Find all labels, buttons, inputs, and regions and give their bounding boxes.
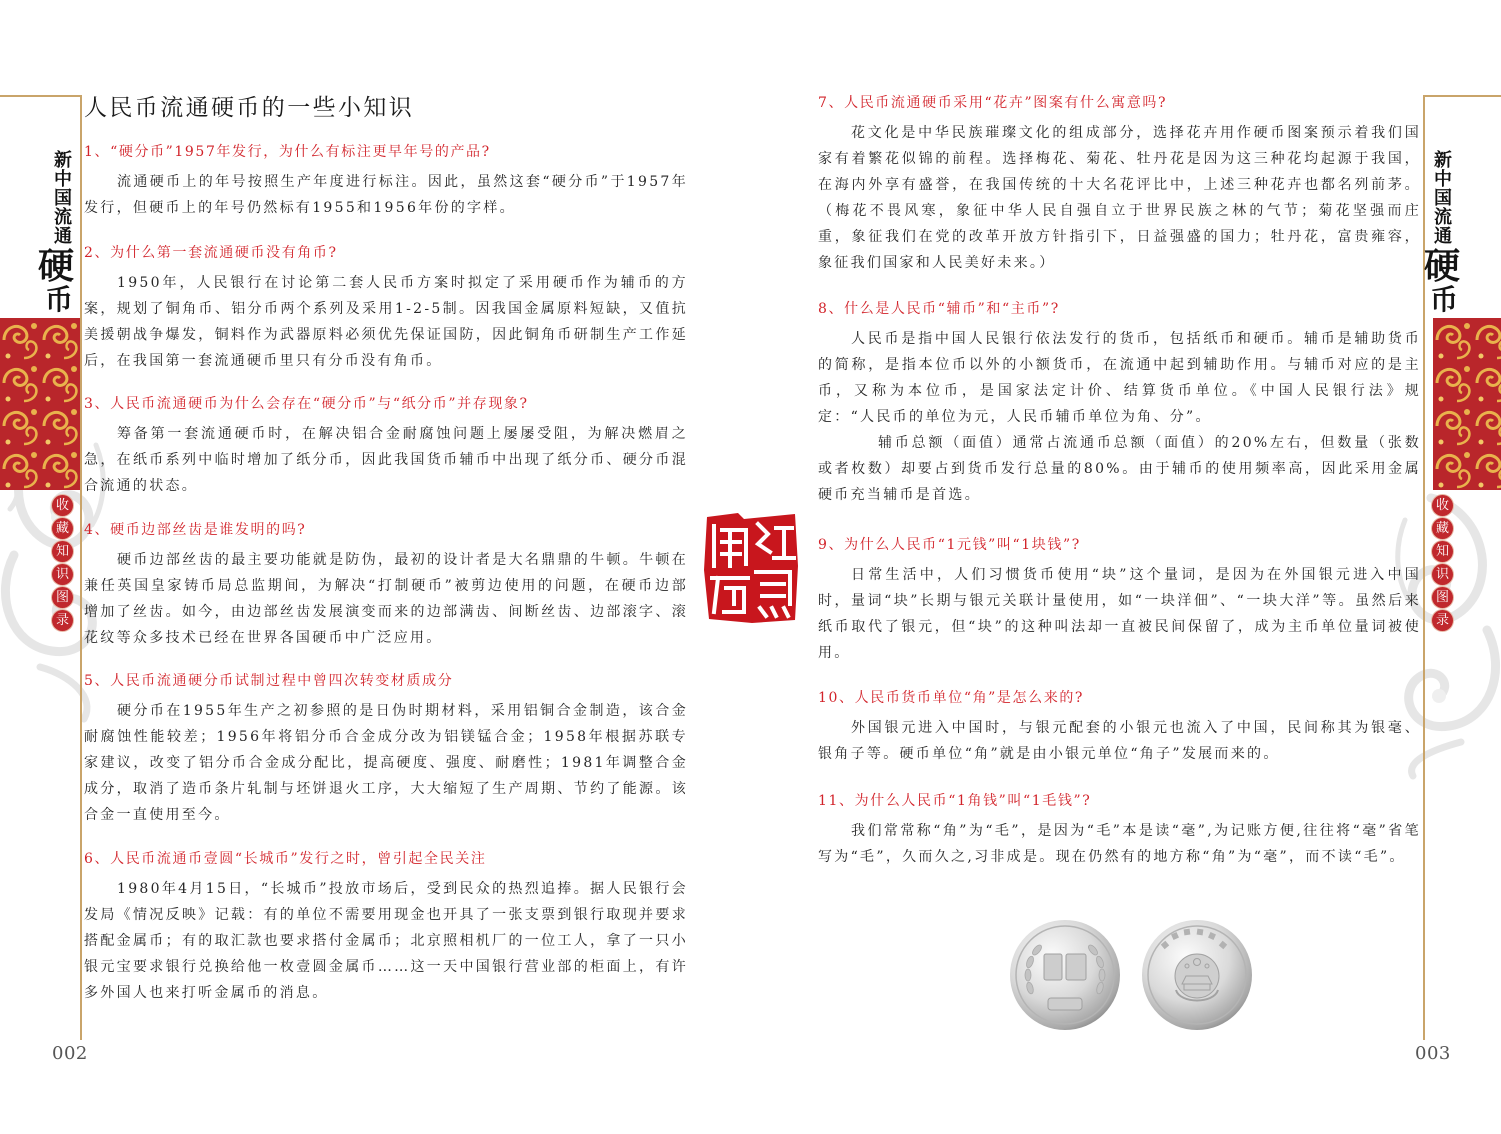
section-5	[84, 668, 688, 828]
section-heading: 2、为什么第一套流通硬币没有角币?	[84, 245, 338, 261]
coin-image-reverse	[1008, 918, 1122, 1032]
right-page-number: 003	[1415, 1043, 1451, 1064]
section-paragraph: 硬分币在1955年生产之初参照的是日伪时期材料，采用铝铜合金制造，该合金耐腐蚀性能较差；1956年将铝分币合金成分改为铝镁锰合金；1958年根据苏联专家建议，改变了铝分币合金成分配比，提高硬度、强度、耐磨性；1981年调整合金成分，取消了造币条片轧制与坯饼退火工序，大大缩短了生产周期、节约了能源。该合金一直使用至今。	[84, 703, 688, 823]
section-paragraph: 筹备第一套流通硬币时，在解决铝合金耐腐蚀问题上屡屡受阻，为解决燃眉之急，在纸币系列中临时增加了纸分币，因此我国货币辅币中出现了纸分币、硬分币混合流通的状态。	[84, 426, 688, 494]
left-frame-vertical-line	[80, 95, 82, 1040]
left-side-char-bi: 币	[45, 283, 74, 316]
section-3	[84, 391, 688, 499]
left-badge-2: 藏	[52, 518, 73, 539]
left-badge-1: 收	[52, 495, 73, 516]
section-paragraph: 流通硬币上的年号按照生产年度进行标注。因此，虽然这套“硬分币”于1957年发行，但硬币上的年号仍然标有1955和1956年份的字样。	[84, 174, 688, 216]
section-9	[818, 532, 1421, 666]
section-heading: 8、什么是人民币“辅币”和“主币”?	[818, 301, 1060, 317]
right-badge-6: 录	[1432, 610, 1453, 631]
section-paragraph: 花文化是中华民族璀璨文化的组成部分，选择花卉用作硬币图案预示着我们国家有着繁花似锦的前程。选择梅花、菊花、牡丹花是因为这三种花均起源于我国，在海内外享有盛誉，在我国传统的十大名花评比中，上述三种花卉也都名列前茅。（梅花不畏风寒，象征中华人民自强自立于世界民族之林的气节；菊花坚强而庄重，象征我们在党的改革开放方针指引下，日益强盛的国力；牡丹花，富贵雍容，象征我们国家和人民美好未来。）	[818, 125, 1421, 271]
section-7	[818, 90, 1421, 276]
section-heading: 4、硬币边部丝齿是谁发明的吗?	[84, 522, 307, 538]
section-8	[818, 296, 1421, 508]
right-frame-vertical-line	[1423, 95, 1425, 1040]
section-4	[84, 517, 688, 651]
section-paragraph: 1950年，人民银行在讨论第二套人民币方案时拟定了采用硬币作为辅币的方案，规划了铜角币、铝分币两个系列及采用1-2-5制。因我国金属原料短缺，又值抗美援朝战争爆发，铜料作为武器原料必须优先保证国防，因此铜角币研制生产工作延后，在我国第一套流通硬币里只有分币没有角币。	[84, 275, 688, 369]
section-paragraph: 硬币边部丝齿的最主要功能就是防伪，最初的设计者是大名鼎鼎的牛顿。牛顿在兼任英国皇家铸币局总监期间，为解决“打制硬币”被剪边使用的问题，在硬币边部增加了丝齿。如今，由边部丝齿发展演变而来的边部满齿、间断丝齿、边部滚字、滚花纹等众多技术已经在世界各国硬币中广泛应用。	[84, 552, 688, 646]
section-heading: 3、人民币流通硬币为什么会存在“硬分币”与“纸分币”并存现象?	[84, 396, 529, 412]
section-paragraph: 1980年4月15日，“长城币”投放市场后，受到民众的热烈追捧。据人民银行会发局《情况反映》记载：有的单位不需要用现金也开具了一张支票到银行取现并要求搭配金属币；有的取汇款也要求搭付金属币；北京照相机厂的一位工人，拿了一只小银元宝要求银行兑换给他一枚壹圆金属币……这一天中国银行营业部的柜面上，有许多外国人也来打听金属币的消息。	[84, 881, 688, 1001]
section-heading: 6、人民币流通币壹圆“长城币”发行之时，曾引起全民关注	[84, 851, 487, 867]
left-ornament-panel	[0, 318, 80, 490]
section-heading: 7、人民币流通硬币采用“花卉”图案有什么寓意吗?	[818, 95, 1168, 111]
section-heading: 5、人民币流通硬分币试制过程中曾四次转变材质成分	[84, 673, 454, 689]
left-side-char-ying: 硬	[38, 245, 75, 287]
left-page-number: 002	[52, 1043, 88, 1064]
section-heading: 10、人民币货币单位“角”是怎么来的?	[818, 690, 1085, 706]
section-paragraph: 人民币是指中国人民银行依法发行的货币，包括纸币和硬币。辅币是辅助货币的简称，是指本位币以外的小额货币，在流通中起到辅助作用。与辅币对应的是主币，又称为本位币，是国家法定计价、结算货币单位。《中国人民银行法》规定：“人民币的单位为元，人民币辅币单位为角、分”。	[818, 331, 1421, 425]
section-2	[84, 240, 688, 374]
section-1	[84, 139, 688, 221]
right-side-char-ying: 硬	[1424, 245, 1461, 287]
right-badge-5: 图	[1432, 587, 1453, 608]
right-frame-top-line	[1423, 95, 1501, 97]
red-seal-stamp	[700, 508, 802, 626]
left-frame-top-line	[0, 95, 82, 97]
right-badge-3: 知	[1432, 541, 1453, 562]
left-badge-6: 录	[52, 610, 73, 631]
section-heading: 9、为什么人民币“1元钱”叫“1块钱”?	[818, 537, 1081, 553]
right-badge-1: 收	[1432, 495, 1453, 516]
right-badge-4: 识	[1432, 564, 1453, 585]
section-6	[84, 846, 688, 1006]
section-paragraph: 辅币总额（面值）通常占流通币总额（面值）的20%左右，但数量（张数或者枚数）却要占到货币发行总量的80%。由于辅币的使用频率高，因此采用金属硬币充当辅币是首选。	[818, 435, 1421, 503]
left-side-series-title: 新中国流通	[51, 150, 72, 245]
right-side-char-bi: 币	[1430, 283, 1459, 316]
section-paragraph: 日常生活中，人们习惯货币使用“块”这个量词，是因为在外国银元进入中国时，量词“块”长期与银元关联计量使用，如“一块洋佃”、“一块大洋”等。虽然后来纸币取代了银元，但“块”的这种叫法却一直被民间保留了，成为主币单位量词被使用。	[818, 567, 1421, 661]
section-heading: 11、为什么人民币“1角钱”叫“1毛钱”?	[818, 793, 1092, 809]
right-badge-2: 藏	[1432, 518, 1453, 539]
section-paragraph: 外国银元进入中国时，与银元配套的小银元也流入了中国，民间称其为银毫、银角子等。硬币单位“角”就是由小银元单位“角子”发展而来的。	[818, 720, 1421, 762]
coin-image-obverse	[1140, 918, 1254, 1032]
right-ornament-panel	[1433, 318, 1501, 490]
section-heading: 1、“硬分币”1957年发行，为什么有标注更早年号的产品?	[84, 144, 491, 160]
section-11	[818, 788, 1421, 870]
page-title: 人民币流通硬币的一些小知识	[84, 95, 415, 121]
section-10	[818, 685, 1421, 767]
left-badge-4: 识	[52, 564, 73, 585]
left-badge-3: 知	[52, 541, 73, 562]
section-paragraph: 我们常常称“角”为“毛”，是因为“毛”本是读“毫”,为记账方便,往往将“毫”省笔写为“毛”，久而久之,习非成是。现在仍然有的地方称“角”为“毫”，而不读“毛”。	[818, 823, 1421, 865]
left-badge-5: 图	[52, 587, 73, 608]
right-side-series-title: 新中国流通	[1431, 150, 1452, 245]
